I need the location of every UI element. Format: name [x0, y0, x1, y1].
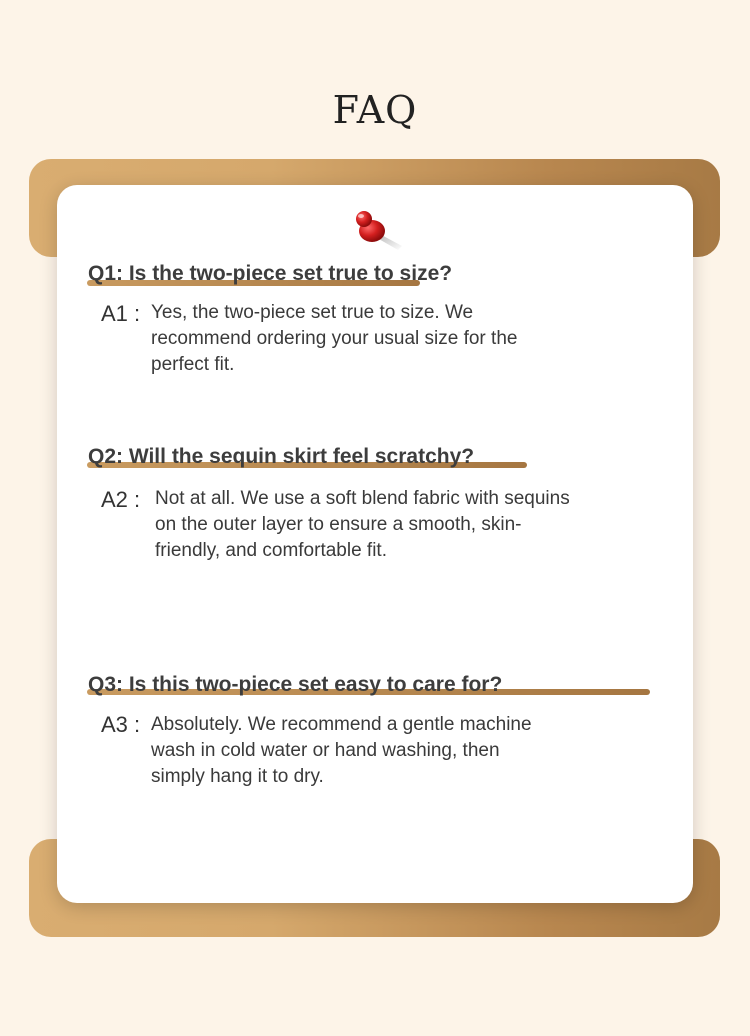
faq-answer-label-3: A3 :: [101, 712, 141, 737]
faq-question-1: Q1: Is the two-piece set true to size?: [88, 262, 453, 285]
faq-answer-3: Absolutely. We recommend a gentle machine wash in cold water or hand washing, then simply hang it to dry.: [151, 714, 532, 787]
faq-answer-label-1: A1 :: [101, 301, 141, 326]
faq-question-3: Q3: Is this two-piece set easy to care for?: [88, 673, 503, 696]
faq-answer-1: Yes, the two-piece set true to size. We recommend ordering your usual size for the perfect fit.: [151, 302, 518, 375]
faq-answer-label-2: A2 :: [101, 487, 141, 512]
push-pin-icon: [350, 206, 410, 256]
faq-answer-2: Not at all. We use a soft blend fabric with sequins on the outer layer to ensure a smooth, skin-friendly, and comfortable fit.: [155, 488, 570, 561]
faq-question-2: Q2: Will the sequin skirt feel scratchy?: [88, 445, 475, 468]
page-title: FAQ: [332, 88, 418, 132]
